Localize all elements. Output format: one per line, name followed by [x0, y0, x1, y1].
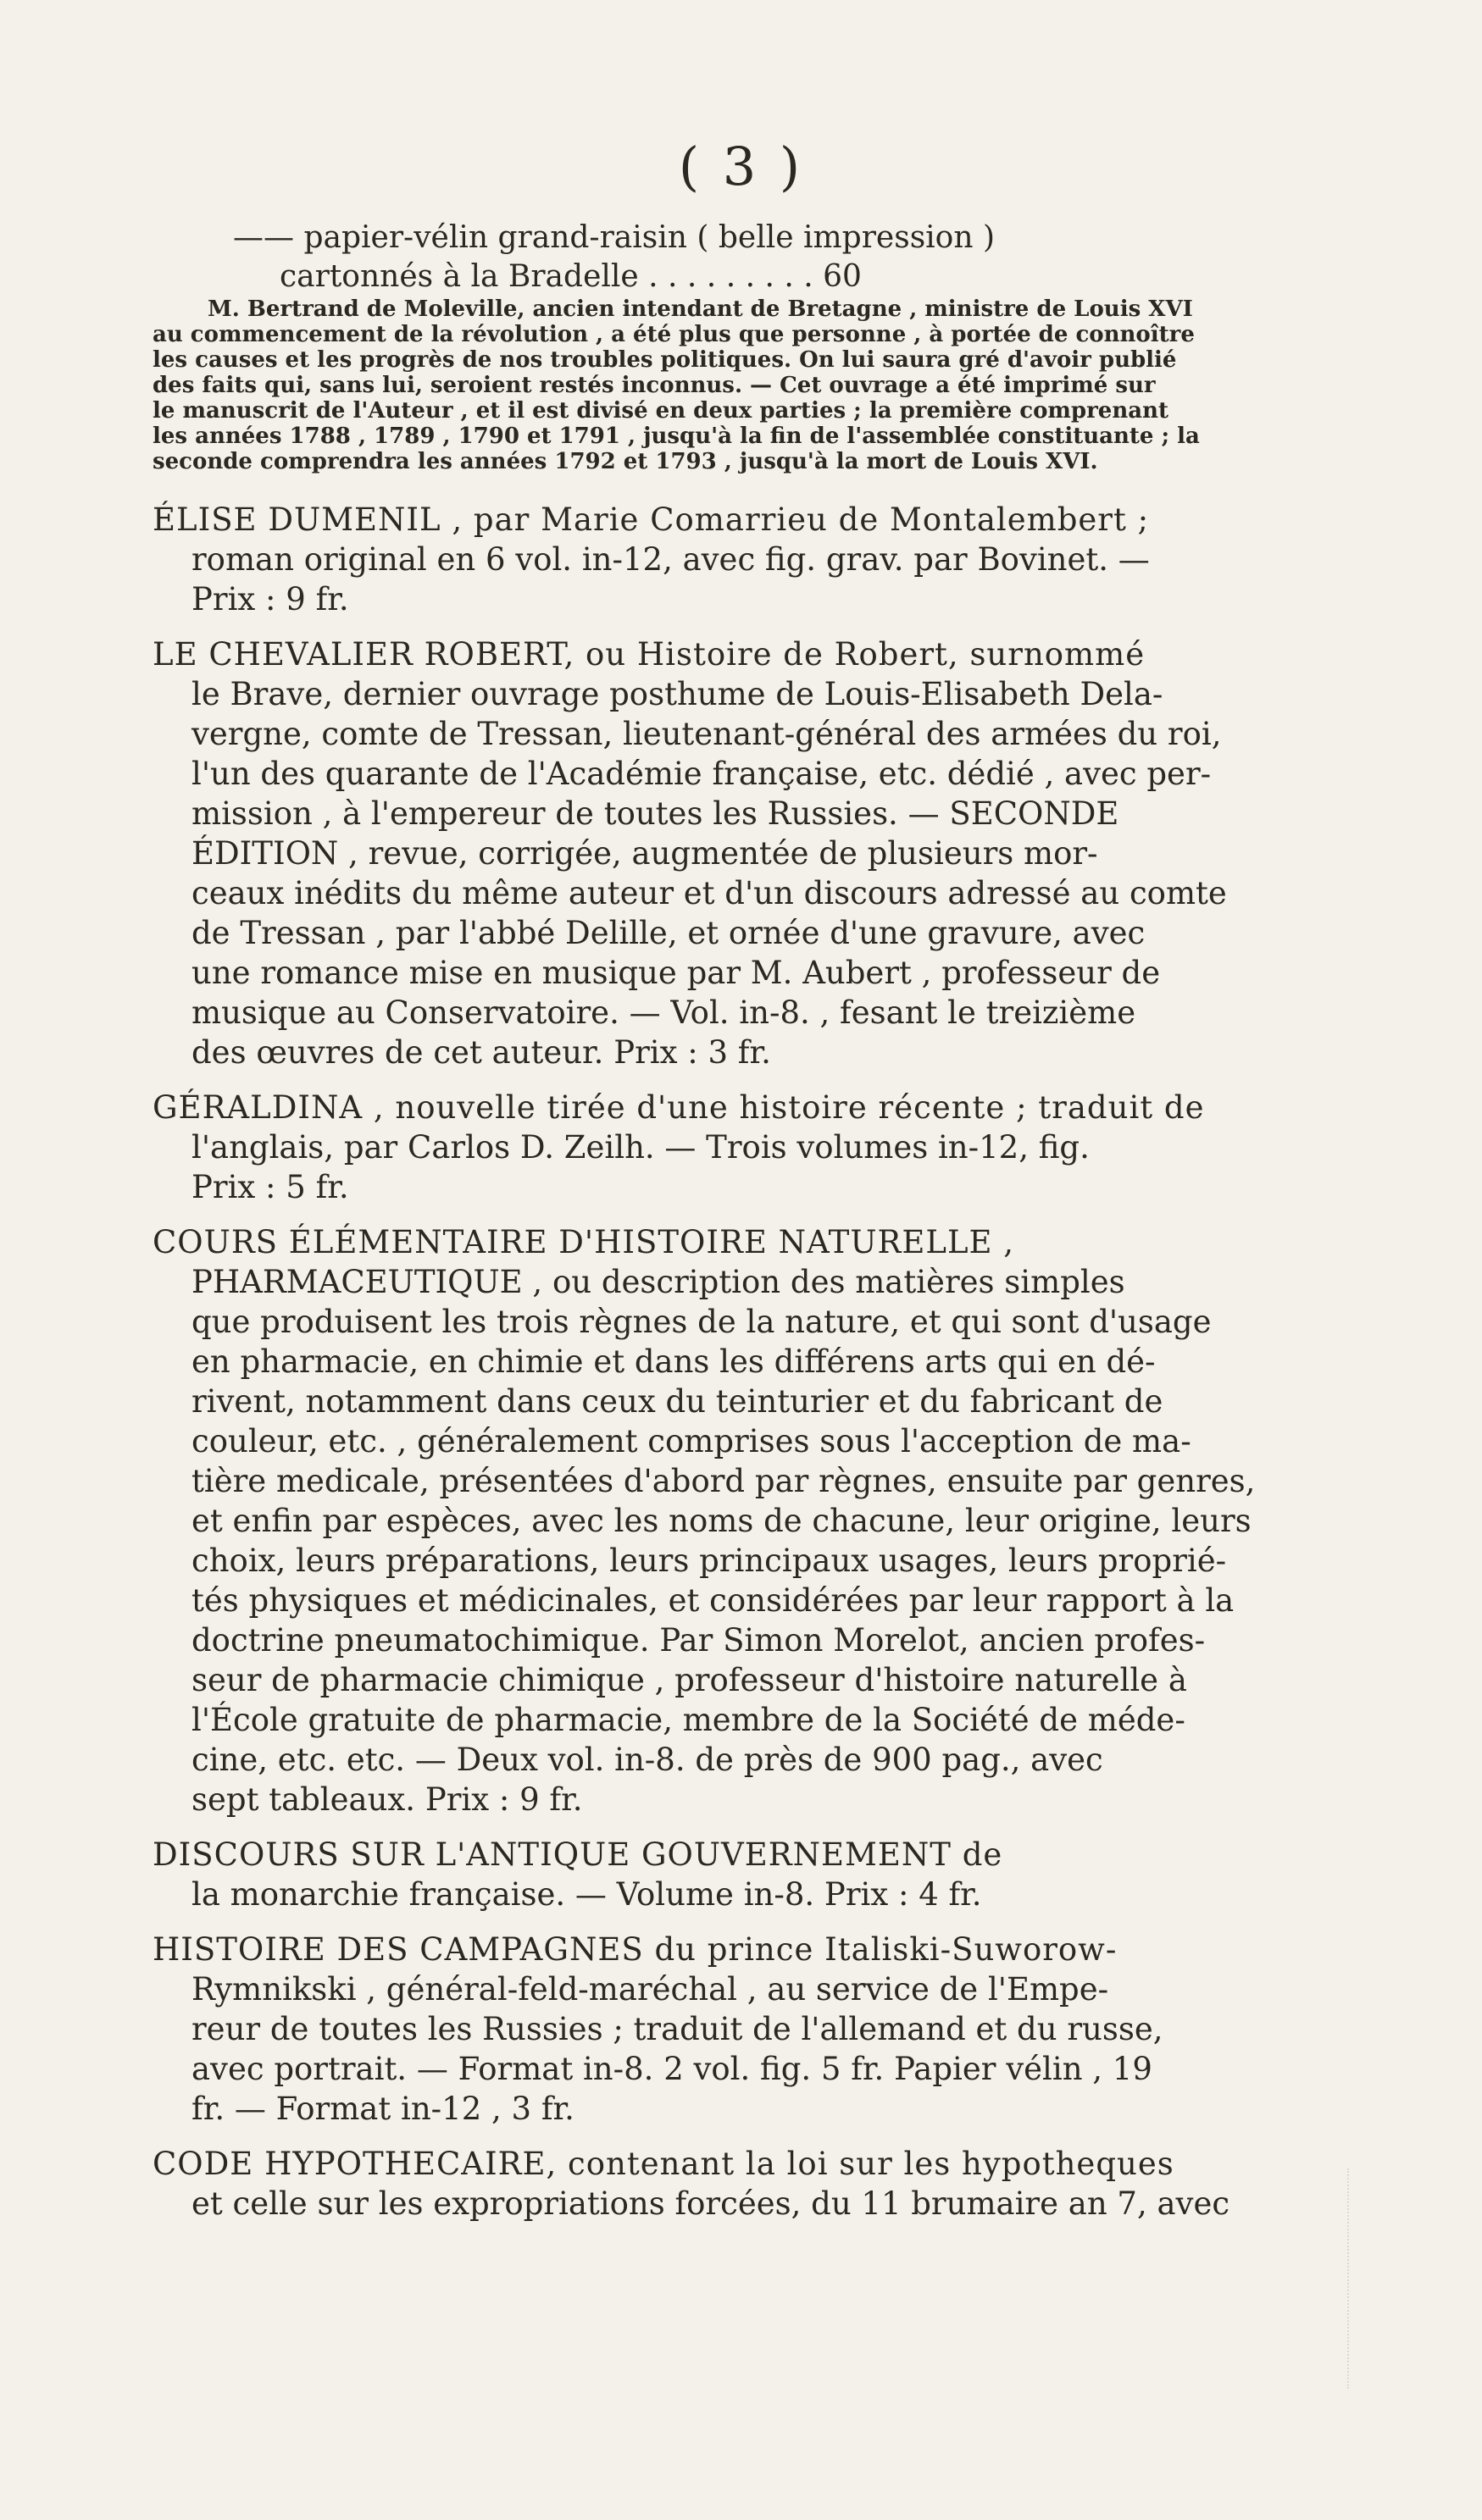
text-line: des œuvres de cet auteur. Prix : 3 fr.	[191, 1034, 771, 1071]
text-line: des faits qui, sans lui, seroient restés inconnus. — Cet ouvrage a été imprimé sur	[153, 373, 1156, 398]
text-line: reur de toutes les Russies ; traduit de l'allemand et du russe,	[191, 2011, 1163, 2047]
entry-code-hypothecaire	[153, 2144, 1279, 2224]
text-line: l'École gratuite de pharmacie, membre de la Société de méde-	[191, 1702, 1185, 1738]
text-line: au commencement de la révolution , a été plus que personne , à portée de connoître	[153, 322, 1195, 347]
text-line: Rymnikski , général-feld-maréchal , au service de l'Empe-	[191, 1971, 1109, 2008]
text-line: musique au Conservatoire. — Vol. in-8. , fesant le treizième	[191, 994, 1136, 1031]
entry-elise-dumenil	[153, 500, 1279, 619]
text-line: seconde comprendra les années 1792 et 1793 , jusqu'à la mort de Louis XVI.	[153, 449, 1098, 474]
text-line: tés physiques et médicinales, et considérées par leur rapport à la	[191, 1582, 1235, 1619]
text-line: COURS ÉLÉMENTAIRE D'HISTOIRE NATURELLE ,	[153, 1224, 1015, 1260]
text-line: vergne, comte de Tressan, lieutenant-général des armées du roi,	[191, 716, 1222, 752]
text-line: couleur, etc. , généralement comprises sous l'acception de ma-	[191, 1423, 1191, 1459]
text-line: ÉDITION , revue, corrigée, augmentée de plusieurs mor-	[191, 835, 1098, 872]
text-line: le manuscrit de l'Auteur , et il est divisé en deux parties ; la première comprenant	[153, 398, 1169, 424]
text-line: roman original en 6 vol. in-12, avec fig. grav. par Bovinet. —	[191, 541, 1150, 578]
text-line: PHARMACEUTIQUE , ou description des matières simples	[191, 1264, 1125, 1300]
text-line: les causes et les progrès de nos troubles politiques. On lui saura gré d'avoir publié	[153, 347, 1177, 373]
text-line: Prix : 5 fr.	[191, 1169, 349, 1205]
text-line: fr. — Format in-12 , 3 fr.	[191, 2091, 574, 2127]
text-line: cine, etc. etc. — Deux vol. in-8. de près de 900 pag., avec	[191, 1742, 1103, 1778]
text-line: de Tressan , par l'abbé Delille, et ornée d'une gravure, avec	[191, 915, 1146, 951]
catalogue-entries	[153, 500, 1279, 2239]
text-line: CODE HYPOTHECAIRE, contenant la loi sur les hypotheques	[153, 2146, 1174, 2182]
text-line: la monarchie française. — Volume in-8. Prix : 4 fr.	[191, 1876, 982, 1913]
entry-cours-histoire-naturelle	[153, 1222, 1279, 1819]
text-line: GÉRALDINA , nouvelle tirée d'une histoire récente ; traduit de	[153, 1089, 1205, 1126]
bertrand-note	[153, 296, 1279, 474]
text-line: mission , à l'empereur de toutes les Russies. — SECONDE	[191, 795, 1119, 832]
text-line: le Brave, dernier ouvrage posthume de Louis-Elisabeth Dela-	[191, 676, 1163, 712]
paper-mark	[1347, 2168, 1400, 2389]
text-line: et celle sur les expropriations forcées, du 11 brumaire an 7, avec	[191, 2185, 1230, 2222]
text-line: doctrine pneumatochimique. Par Simon Morelot, ancien profes-	[191, 1622, 1206, 1659]
text-line: et enfin par espèces, avec les noms de chacune, leur origine, leurs	[191, 1503, 1252, 1539]
page-number: ( 3 )	[678, 136, 804, 197]
text-line: une romance mise en musique par M. Aubert , professeur de	[191, 955, 1161, 991]
text-line: les années 1788 , 1789 , 1790 et 1791 , jusqu'à la fin de l'assemblée constituante ; la	[153, 424, 1200, 449]
entry-geraldina	[153, 1088, 1279, 1207]
text-line: DISCOURS SUR L'ANTIQUE GOUVERNEMENT de	[153, 1836, 1003, 1873]
entry-discours-antique-gouvernement	[153, 1835, 1279, 1914]
text-line: l'un des quarante de l'Académie française, etc. dédié , avec per-	[191, 756, 1212, 792]
text-line: M. Bertrand de Moleville, ancien intendant de Bretagne , ministre de Louis XVI	[208, 296, 1193, 322]
text-line: choix, leurs préparations, leurs principaux usages, leurs proprié-	[191, 1542, 1227, 1579]
text-line: seur de pharmacie chimique , professeur d'histoire naturelle à	[191, 1662, 1187, 1698]
entry-chevalier-robert	[153, 634, 1279, 1072]
text-line: en pharmacie, en chimie et dans les différens arts qui en dé-	[191, 1343, 1156, 1380]
entry-histoire-campagnes	[153, 1930, 1279, 2129]
text-line: l'anglais, par Carlos D. Zeilh. — Trois volumes in-12, fig.	[191, 1129, 1090, 1166]
text-line: cartonnés à la Bradelle . . . . . . . . . 60	[280, 259, 862, 294]
text-line: LE CHEVALIER ROBERT, ou Histoire de Robert, surnommé	[153, 636, 1146, 673]
text-line: sept tableaux. Prix : 9 fr.	[191, 1781, 583, 1818]
text-line: ceaux inédits du même auteur et d'un discours adressé au comte	[191, 875, 1227, 911]
text-line: tière medicale, présentées d'abord par règnes, ensuite par genres,	[191, 1463, 1256, 1499]
top-entry	[153, 219, 1279, 296]
text-line: avec portrait. — Format in-8. 2 vol. fig. 5 fr. Papier vélin , 19	[191, 2051, 1152, 2087]
text-line: rivent, notamment dans ceux du teinturier et du fabricant de	[191, 1383, 1163, 1420]
text-line: HISTOIRE DES CAMPAGNES du prince Italiski-Suworow-	[153, 1931, 1118, 1968]
text-line: que produisent les trois règnes de la nature, et qui sont d'usage	[191, 1304, 1212, 1340]
text-line: ÉLISE DUMENIL , par Marie Comarrieu de Montalembert ;	[153, 501, 1150, 538]
text-line: Prix : 9 fr.	[191, 581, 349, 618]
text-line: —— papier-vélin grand-raisin ( belle impression )	[233, 220, 996, 255]
